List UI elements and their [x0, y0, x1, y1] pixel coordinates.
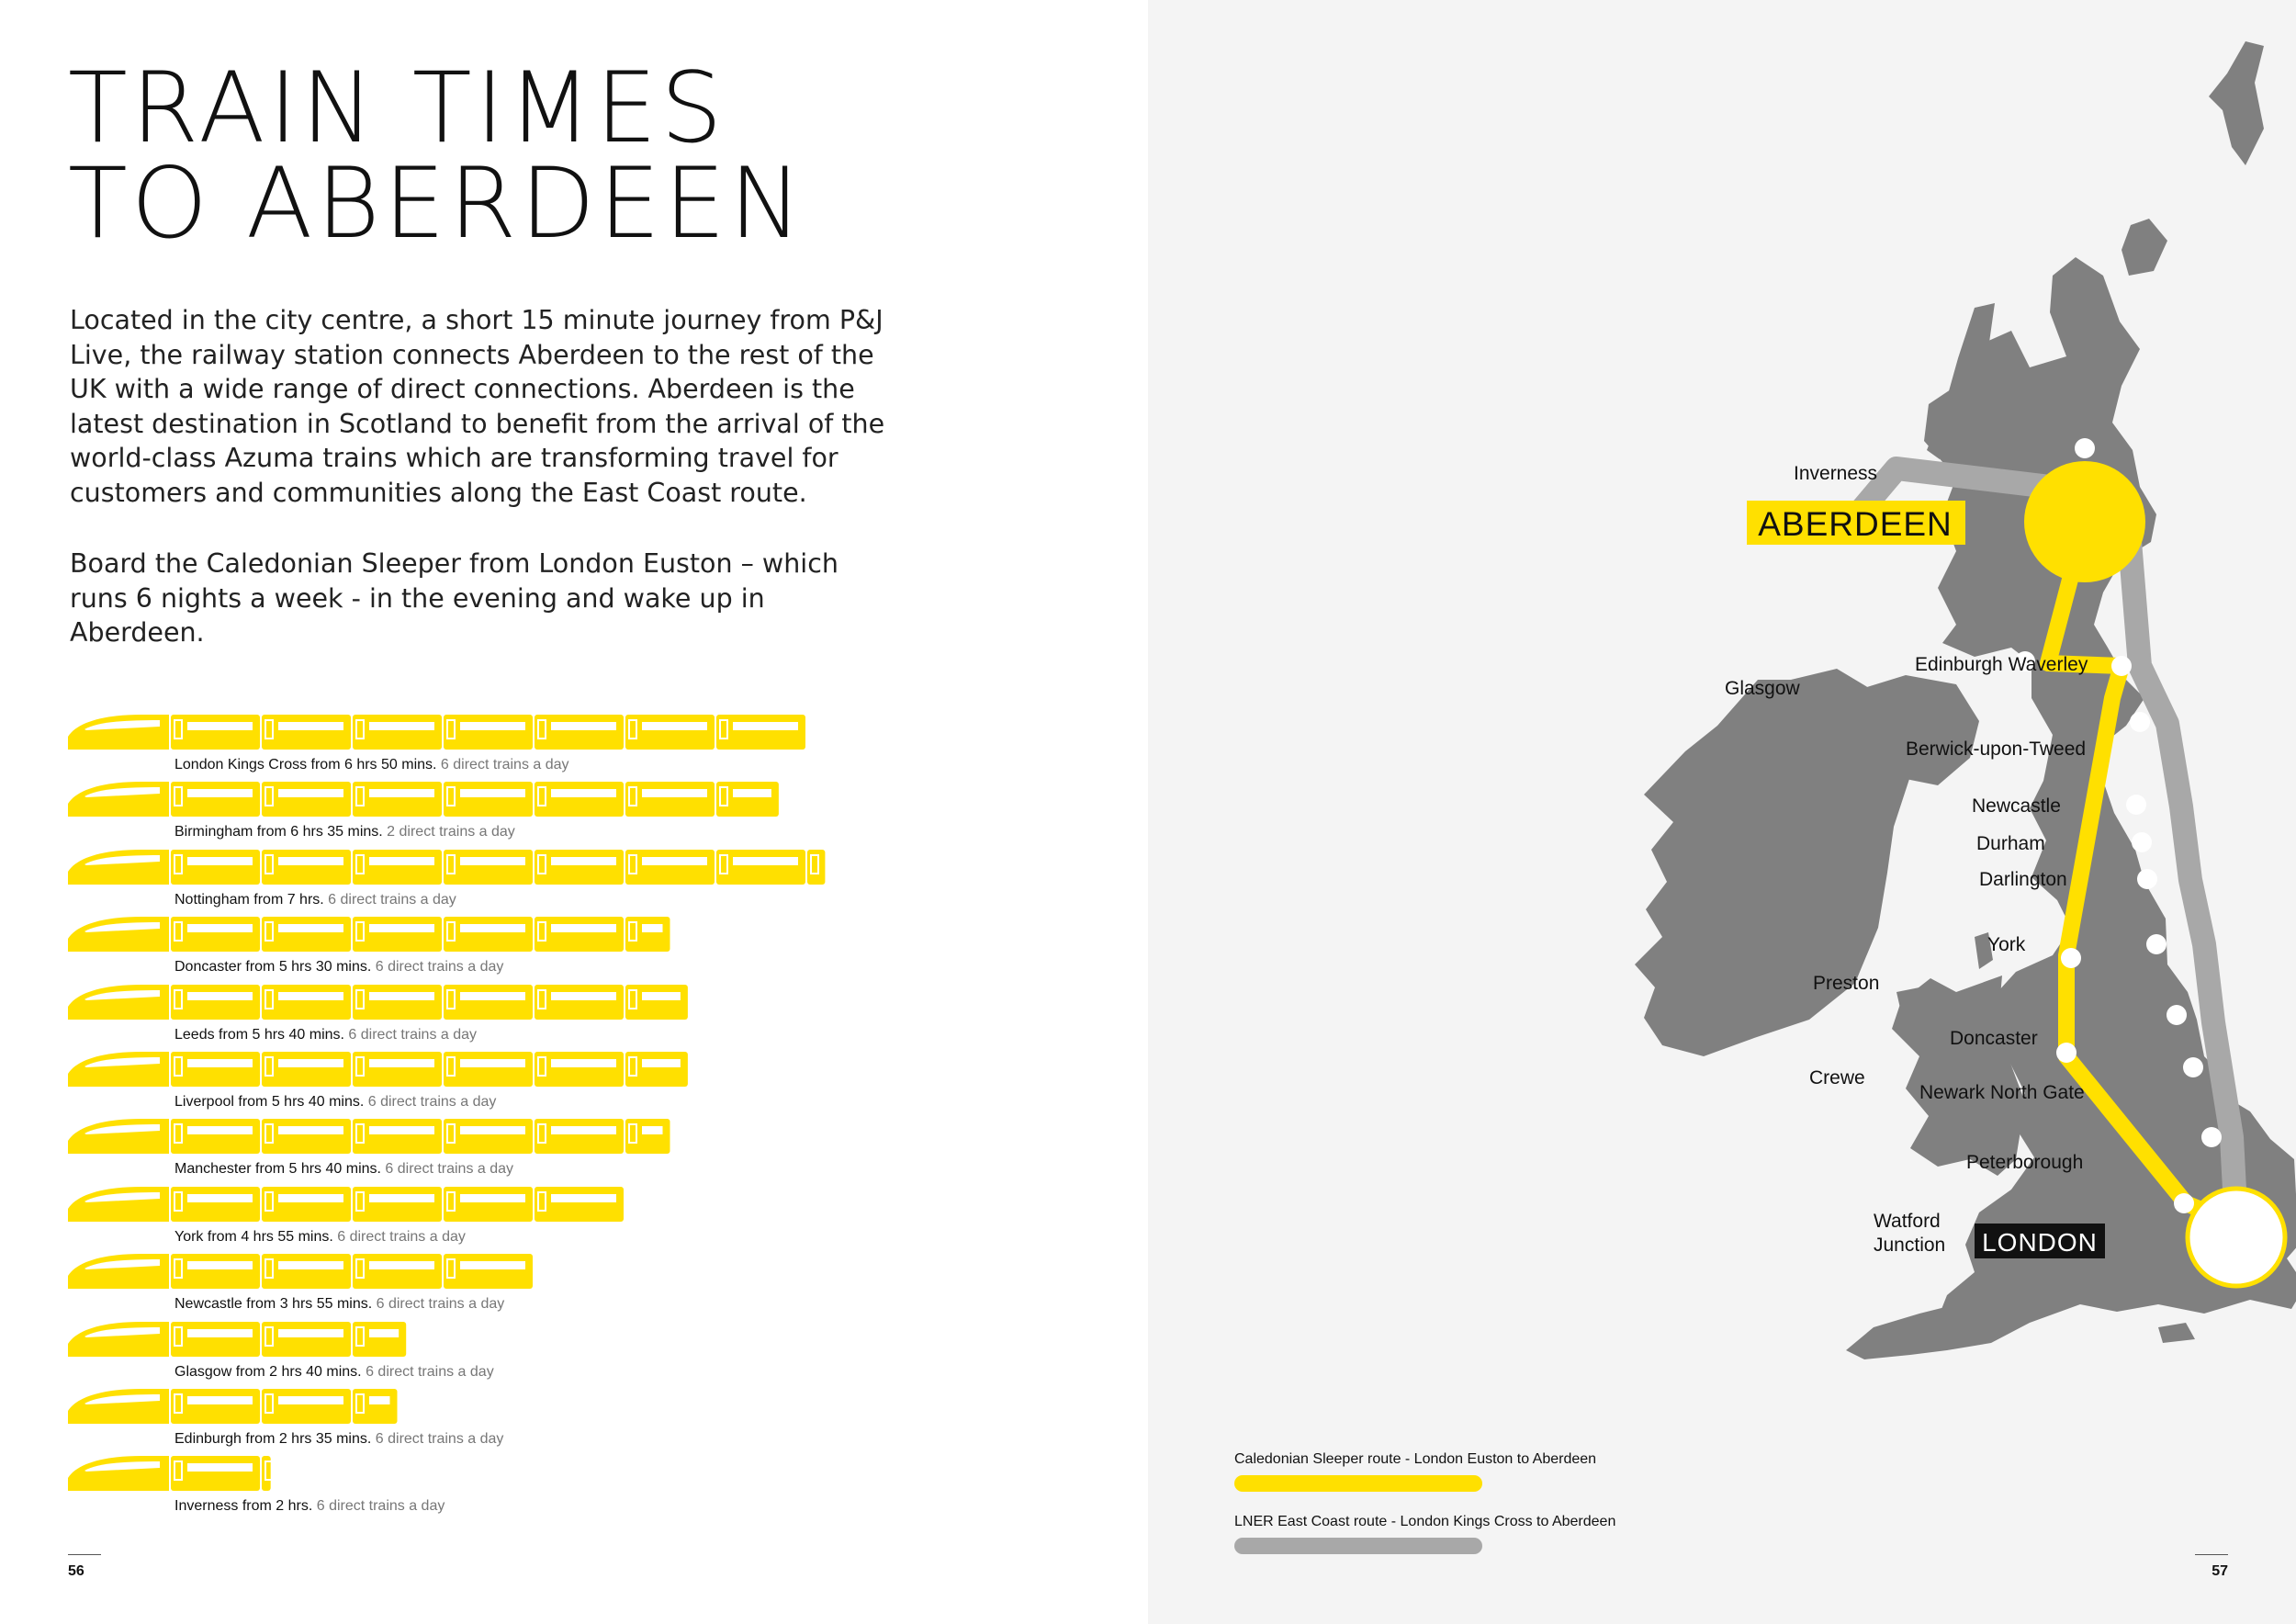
carriage-window-band [551, 1194, 616, 1202]
train-graphic [68, 1387, 398, 1424]
label-edinburgh: Edinburgh Waverley [1915, 654, 2088, 675]
carriage-window-band [551, 789, 616, 797]
route-label [174, 1296, 504, 1313]
route-origin-text: York from 4 hrs 55 mins. [174, 1228, 333, 1245]
route-label [174, 892, 456, 908]
route-frequency-text: 2 direct trains a day [382, 824, 515, 840]
preston-dot [2061, 948, 2081, 968]
carriage-window-band [460, 1261, 525, 1269]
carriage [353, 1052, 442, 1087]
route-frequency-text: 6 direct trains a day [312, 1498, 445, 1515]
shetland-islands [2209, 41, 2264, 165]
page-number-left: 56 [68, 1563, 84, 1579]
train-times-list [68, 713, 1078, 1522]
carriage [444, 1187, 533, 1222]
carriage-window-band [187, 924, 253, 932]
sleeper-paragraph: Board the Caledonian Sleeper from London Euston – which runs 6 nights a week - in the evening and wake up in Aberdeen. [70, 548, 838, 648]
inverness-dot [2075, 438, 2095, 458]
carriage [353, 1187, 442, 1222]
carriage-window-band [187, 1261, 253, 1269]
label-york: York [1987, 934, 2026, 955]
york-dot [2146, 934, 2167, 954]
label-durham: Durham [1976, 833, 2045, 854]
aberdeen-label: ABERDEEN [1758, 505, 1953, 543]
carriage [535, 1052, 624, 1087]
carriage [353, 850, 442, 885]
carriage-window-band [369, 924, 434, 932]
carriage-window-band [369, 992, 434, 1000]
carriage-window-band [551, 1126, 616, 1134]
route-row [68, 915, 1078, 982]
carriage-window-band [369, 722, 434, 730]
carriage [444, 985, 533, 1020]
label-watford-2: Junction [1874, 1235, 1946, 1256]
intro-paragraph: Located in the city centre, a short 15 minute journey from P&J Live, the railway station connects Aberdeen to the rest of the UK with a wide range of direct connections. Aberdeen is the latest destination in Scotland to benefit from the arrival of the world-class Azuma trains which are transforming travel for customers and communities along the East Coast route. [70, 305, 885, 508]
page-number-right: 57 [2212, 1563, 2228, 1579]
land-masses [1635, 41, 2296, 1359]
train-graphic [68, 915, 670, 952]
label-crewe: Crewe [1809, 1067, 1865, 1088]
carriage-window-band [642, 722, 707, 730]
route-origin-text: Nottingham from 7 hrs. [174, 891, 324, 908]
carriage [353, 985, 442, 1020]
route-label [174, 757, 569, 773]
carriage [262, 715, 351, 750]
route-frequency-text: 6 direct trains a day [364, 1093, 497, 1110]
carriage-window-band [187, 857, 253, 865]
route-frequency-text: 6 direct trains a day [371, 1430, 504, 1447]
carriage [535, 782, 624, 817]
carriage [535, 917, 624, 952]
label-inverness: Inverness [1794, 463, 1878, 484]
carriage-window-band [187, 1396, 253, 1404]
doncaster-dot [2167, 1005, 2187, 1025]
carriage-window-band [369, 1261, 434, 1269]
carriage [171, 1052, 260, 1087]
carriage [262, 782, 351, 817]
carriage-window-band [642, 1126, 663, 1134]
carriage-window-band [551, 992, 616, 1000]
carriage-window-band [460, 1126, 525, 1134]
legend-lner-label: LNER East Coast route - London Kings Cross to Aberdeen [1234, 1514, 1616, 1529]
carriage-window-band [278, 1059, 343, 1067]
train-graphic [68, 1185, 624, 1222]
route-origin-text: Doncaster from 5 hrs 30 mins. [174, 959, 372, 976]
carriage [444, 1052, 533, 1087]
locomotive [68, 715, 169, 750]
carriage-window-band [369, 1194, 434, 1202]
route-frequency-text: 6 direct trains a day [372, 1296, 505, 1313]
carriage-window-band [187, 1126, 253, 1134]
carriage [535, 850, 624, 885]
carriage-window-band [642, 1059, 681, 1067]
carriage [262, 1187, 351, 1222]
carriage [716, 715, 805, 750]
darlington-dot [2137, 869, 2157, 889]
london-label: LONDON [1982, 1228, 2098, 1257]
route-origin-text: Liverpool from 5 hrs 40 mins. [174, 1093, 365, 1110]
route-row [68, 1117, 1078, 1184]
carriage-window-band [278, 924, 343, 932]
route-label [174, 1498, 445, 1515]
carriage [262, 1254, 351, 1289]
label-berwick: Berwick-upon-Tweed [1906, 739, 2087, 760]
carriage [171, 1254, 260, 1289]
carriage [262, 1322, 351, 1357]
locomotive [68, 782, 169, 817]
carriage [262, 917, 351, 952]
carriage [625, 715, 715, 750]
carriage [171, 1456, 260, 1491]
carriage [171, 715, 260, 750]
carriage [171, 985, 260, 1020]
label-peterborough: Peterborough [1966, 1152, 2084, 1173]
route-origin-text: Newcastle from 3 hrs 55 mins. [174, 1296, 373, 1313]
carriage-window-band [187, 1463, 253, 1472]
carriage-window-band [278, 992, 343, 1000]
label-glasgow: Glasgow [1725, 678, 1800, 699]
carriage [716, 850, 805, 885]
carriage-window-band [551, 1059, 616, 1067]
locomotive [68, 1052, 169, 1087]
carriage-window-band [278, 722, 343, 730]
route-row [68, 1185, 1078, 1252]
route-row [68, 848, 1078, 915]
route-map [1148, 0, 2296, 1624]
carriage-window-band [460, 924, 525, 932]
carriage [444, 715, 533, 750]
crewe-dot [2056, 1043, 2077, 1063]
route-frequency-text: 6 direct trains a day [380, 1161, 514, 1178]
carriage [535, 985, 624, 1020]
train-graphic [68, 848, 826, 885]
route-origin-text: Inverness from 2 hrs. [174, 1498, 313, 1515]
title-line-2: TO ABERDEEN [68, 147, 806, 260]
locomotive [68, 1119, 169, 1154]
route-origin-text: Leeds from 5 hrs 40 mins. [174, 1026, 344, 1043]
carriage [171, 1322, 260, 1357]
carriage-window-band [187, 992, 253, 1000]
route-row [68, 713, 1078, 780]
durham-dot [2132, 832, 2152, 852]
carriage [353, 1119, 442, 1154]
carriage [171, 1119, 260, 1154]
route-frequency-text: 6 direct trains a day [332, 1228, 466, 1245]
route-label [174, 1229, 466, 1246]
route-label [174, 1431, 503, 1448]
route-frequency-text: 6 direct trains a day [343, 1026, 478, 1043]
carriage [171, 850, 260, 885]
carriage-window-band [551, 924, 616, 932]
carriage [353, 782, 442, 817]
legend-sleeper-label: Caledonian Sleeper route - London Euston to Aberdeen [1234, 1451, 1597, 1467]
carriage [171, 1187, 260, 1222]
locomotive [68, 985, 169, 1020]
route-origin-text: Manchester from 5 hrs 40 mins. [174, 1161, 381, 1178]
carriage-window-band [187, 1059, 253, 1067]
isle-of-wight [2158, 1323, 2195, 1343]
carriage-window-band [278, 1194, 343, 1202]
carriage [171, 1389, 260, 1424]
label-watford-1: Watford [1874, 1211, 1941, 1232]
carriage-window-band [551, 722, 616, 730]
route-label [174, 1027, 477, 1043]
newark-dot [2183, 1057, 2203, 1077]
route-origin-text: Birmingham from 6 hrs 35 mins. [174, 824, 383, 840]
locomotive [68, 1322, 169, 1357]
carriage-window-band [369, 1396, 390, 1404]
route-frequency-text: 6 direct trains a day [361, 1363, 494, 1380]
locomotive [68, 917, 169, 952]
london-circle [2188, 1189, 2285, 1286]
map-legend [1234, 1451, 1615, 1576]
route-origin-text: Edinburgh from 2 hrs 35 mins. [174, 1430, 372, 1447]
edinburgh-dot [2111, 656, 2132, 676]
carriage-window-band [460, 1059, 525, 1067]
train-graphic [68, 780, 779, 817]
carriage [171, 782, 260, 817]
carriage [444, 1119, 533, 1154]
title-line-1: TRAIN TIMES [68, 51, 726, 164]
route-label [174, 824, 515, 840]
aberdeen-circle [2024, 461, 2145, 582]
route-row [68, 1252, 1078, 1319]
carriage-window-band [460, 722, 525, 730]
locomotive [68, 1254, 169, 1289]
train-graphic [68, 1117, 670, 1154]
carriage-window-band [551, 857, 616, 865]
carriage [353, 917, 442, 952]
watford-dot [2174, 1193, 2194, 1213]
carriage [444, 782, 533, 817]
carriage-window-band [369, 857, 434, 865]
locomotive [68, 1187, 169, 1222]
carriage-window-band [642, 789, 707, 797]
route-label [174, 959, 503, 976]
legend-lner-swatch [1234, 1538, 1482, 1554]
carriage [535, 1187, 624, 1222]
route-origin-text: Glasgow from 2 hrs 40 mins. [174, 1363, 362, 1380]
route-label [174, 1364, 494, 1381]
carriage-window-band [278, 1396, 343, 1404]
train-graphic [68, 1050, 688, 1087]
route-row [68, 983, 1078, 1050]
carriage-window-band [733, 857, 798, 865]
carriage-window-band [278, 857, 343, 865]
train-graphic [68, 1252, 533, 1289]
page-title [68, 51, 806, 260]
train-graphic [68, 1320, 407, 1357]
carriage-window-band [642, 924, 663, 932]
route-row [68, 780, 1078, 847]
legend-sleeper [1234, 1451, 1615, 1514]
berwick-dot [2130, 712, 2150, 732]
carriage-window-band [187, 722, 253, 730]
carriage [171, 917, 260, 952]
carriage [262, 1052, 351, 1087]
label-darlington: Darlington [1979, 869, 2067, 890]
carriage [444, 917, 533, 952]
carriage-window-band [369, 789, 434, 797]
carriage [262, 1119, 351, 1154]
route-frequency-text: 6 direct trains a day [371, 959, 504, 976]
carriage-window-band [642, 992, 681, 1000]
carriage [353, 1254, 442, 1289]
route-label [174, 1094, 496, 1111]
carriage-window-band [187, 1194, 253, 1202]
route-frequency-text: 6 direct trains a day [323, 891, 456, 908]
carriage-window-band [733, 722, 798, 730]
locomotive [68, 1389, 169, 1424]
carriage-window-band [369, 1126, 434, 1134]
label-doncaster: Doncaster [1950, 1028, 2038, 1049]
route-row [68, 1320, 1078, 1387]
carriage [535, 715, 624, 750]
carriage-window-band [460, 789, 525, 797]
carriage-window-band [460, 1194, 525, 1202]
carriage [262, 985, 351, 1020]
newcastle-dot [2126, 795, 2146, 815]
carriage-window-band [369, 1329, 399, 1337]
ireland-landmass [1635, 669, 1910, 1056]
legend-sleeper-swatch [1234, 1475, 1482, 1492]
carriage [262, 850, 351, 885]
route-row [68, 1050, 1078, 1117]
carriage-window-band [187, 789, 253, 797]
orkney-islands [2122, 219, 2167, 276]
carriage [625, 850, 715, 885]
route-frequency-text: 6 direct trains a day [436, 757, 569, 773]
carriage [353, 715, 442, 750]
route-row [68, 1387, 1078, 1454]
carriage-window-band [278, 1126, 343, 1134]
route-row [68, 1454, 1078, 1521]
locomotive [68, 850, 169, 885]
carriage-window-band [278, 789, 343, 797]
locomotive [68, 1456, 169, 1491]
carriage-window-band [278, 1261, 343, 1269]
train-graphic [68, 983, 688, 1020]
carriage-window-band [369, 1059, 434, 1067]
legend-lner [1234, 1514, 1615, 1576]
route-label [174, 1161, 513, 1178]
peterborough-dot [2201, 1127, 2222, 1147]
train-graphic [68, 1454, 271, 1491]
carriage [444, 850, 533, 885]
carriage-window-band [733, 789, 771, 797]
carriage-window-band [460, 992, 525, 1000]
carriage-window-band [187, 1329, 253, 1337]
carriage-window-band [278, 1329, 343, 1337]
label-newark: Newark North Gate [1919, 1082, 2085, 1103]
carriage-window-band [460, 857, 525, 865]
route-origin-text: London Kings Cross from 6 hrs 50 mins. [174, 757, 437, 773]
label-newcastle: Newcastle [1972, 795, 2061, 817]
carriage [444, 1254, 533, 1289]
carriage-window-band [642, 857, 707, 865]
train-graphic [68, 713, 805, 750]
carriage [535, 1119, 624, 1154]
label-preston: Preston [1813, 973, 1880, 994]
carriage [625, 782, 715, 817]
right-page [1148, 0, 2296, 1624]
carriage [262, 1389, 351, 1424]
anglesey [1896, 987, 1924, 1012]
